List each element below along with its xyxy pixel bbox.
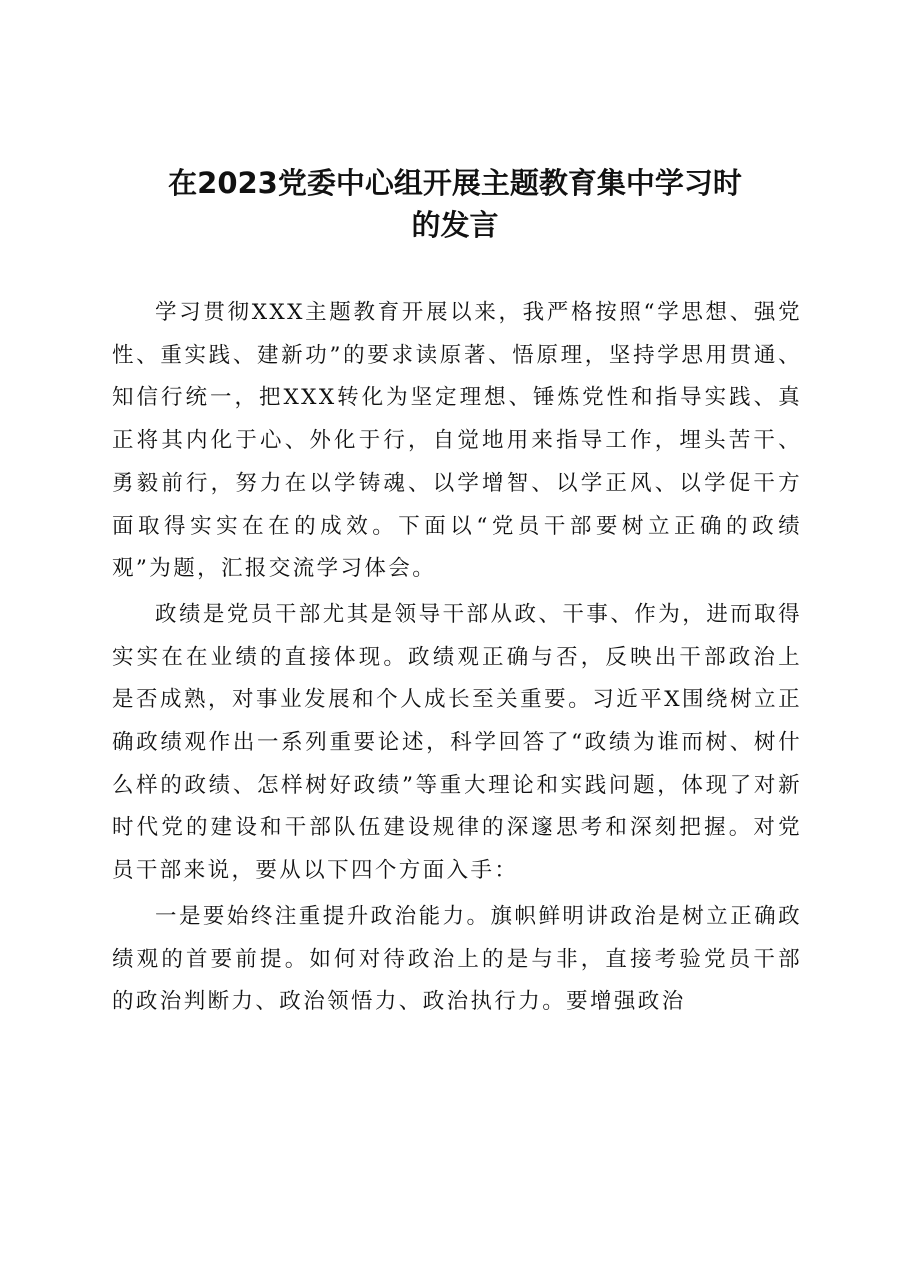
document-body — [112, 292, 802, 1027]
paragraph-2: 政绩是党员干部尤其是领导干部从政、干事、作为，进而取得实实在在业绩的直接体现。政绩观正确与否，反映出干部政治上是否成熟，对事业发展和个人成长至关重要。习近平X围绕树立正确政绩观作出一系列重要论述，科学回答了“政绩为谁而树、树什么样的政绩、怎样树好政绩”等重大理论和实践问题，体现了对新时代党的建设和干部队伍建设规律的深邃思考和深刻把握。对党员干部来说，要从以下四个方面入手： — [112, 601, 802, 884]
paragraph-3: 一是要始终注重提升政治能力。旗帜鲜明讲政治是树立正确政绩观的首要前提。如何对待政治上的是与非，直接考验党员干部的政治判断力、政治领悟力、政治执行力。要增强政治 — [112, 903, 802, 1015]
title-line-1: 在2023党委中心组开展主题教育集中学习时 — [168, 166, 742, 200]
paragraph-1: 学习贯彻XXX主题教育开展以来，我严格按照“学思想、强党性、重实践、建新功”的要求读原著、悟原理，坚持学思用贯通、知信行统一，把XXX转化为坚定理想、锤炼党性和指导实践、真正将其内化于心、外化于行，自觉地用来指导工作，埋头苦干、勇毅前行，努力在以学铸魂、以学增智、以学正风、以学促干方面取得实实在在的成效。下面以“党员干部要树立正确的政绩观”为题，汇报交流学习体会。 — [112, 300, 802, 582]
document-title — [110, 162, 800, 246]
title-line-2: 的发言 — [411, 208, 499, 242]
